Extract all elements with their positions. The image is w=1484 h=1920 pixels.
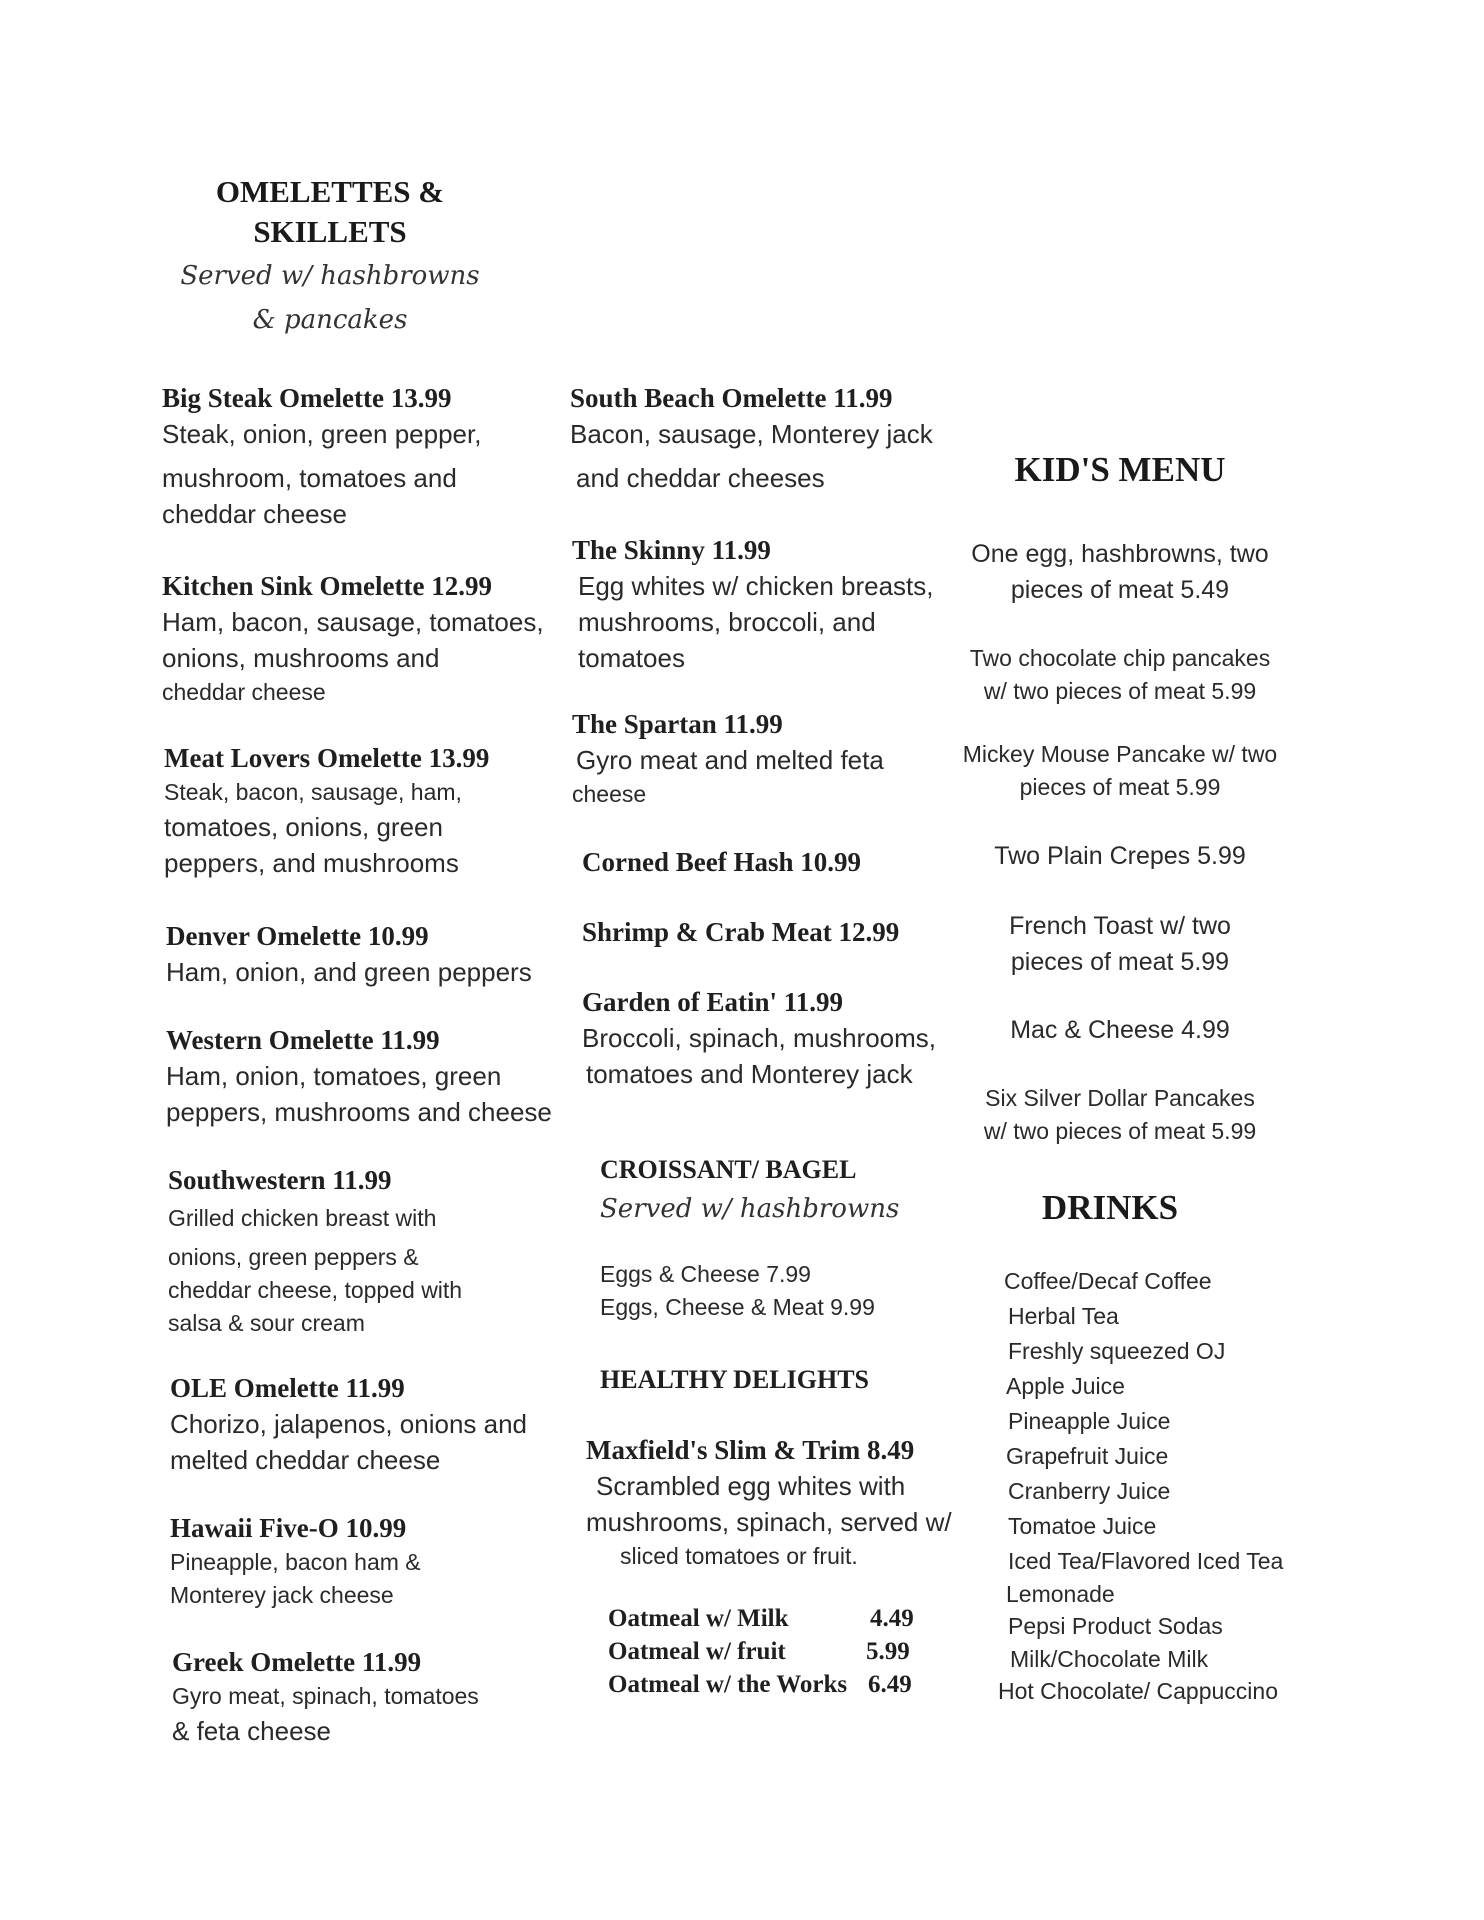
item-desc: mushroom, tomatoes and — [162, 463, 457, 493]
kids-menu-title: KID'S MENU — [1014, 450, 1226, 489]
menu-item-skinny — [572, 532, 934, 676]
croissant-note: Served w/ hashbrowns — [600, 1194, 900, 1224]
item-desc: tomatoes — [578, 643, 685, 673]
healthy-title: HEALTHY DELIGHTS — [600, 1365, 870, 1394]
item-desc: mushrooms, spinach, served w/ — [586, 1507, 952, 1537]
item-desc: Steak, onion, green pepper, — [162, 419, 482, 449]
item-desc: salsa & sour cream — [168, 1310, 365, 1336]
drinks-list — [998, 1264, 1284, 1709]
kids-item: pieces of meat 5.49 — [1010, 576, 1230, 604]
item-desc: Ham, bacon, sausage, tomatoes, — [162, 607, 544, 637]
item-name: Garden of Eatin' 11.99 — [582, 987, 844, 1017]
menu-item-hawaii — [170, 1510, 421, 1612]
oatmeal-price: 5.99 — [866, 1638, 910, 1665]
kids-item: Mickey Mouse Pancake w/ two — [962, 741, 1278, 767]
drink-item: Coffee/Decaf Coffee — [1004, 1268, 1212, 1294]
drink-item: Grapefruit Juice — [1006, 1443, 1169, 1469]
item-desc: cheese — [572, 781, 647, 807]
oatmeal-item — [608, 1668, 938, 1701]
item-name: Shrimp & Crab Meat 12.99 — [582, 917, 900, 947]
item-desc: Gyro meat, spinach, tomatoes — [172, 1683, 479, 1709]
omelettes-note-line1: Served w/ hashbrowns — [180, 261, 480, 291]
drink-item: Cranberry Juice — [1008, 1478, 1171, 1504]
oatmeal-name: Oatmeal w/ the Works — [608, 1671, 848, 1698]
croissant-item: Eggs, Cheese & Meat 9.99 — [600, 1294, 875, 1320]
item-name: Western Omelette 11.99 — [166, 1025, 440, 1055]
item-desc: cheddar cheese — [162, 499, 348, 529]
oatmeal-price: 6.49 — [868, 1671, 912, 1698]
item-desc: Pineapple, bacon ham & — [170, 1549, 421, 1575]
item-name: Big Steak Omelette 13.99 — [162, 383, 452, 413]
item-name: Denver Omelette 10.99 — [166, 921, 429, 951]
drink-item: Pineapple Juice — [1008, 1408, 1171, 1434]
drink-item: Lemonade — [1006, 1581, 1115, 1607]
kids-item: pieces of meat 5.99 — [1010, 948, 1230, 976]
item-desc: Ham, onion, tomatoes, green — [166, 1061, 502, 1091]
kids-item: One egg, hashbrowns, two — [971, 540, 1269, 568]
omelettes-note-line2: & pancakes — [252, 305, 408, 335]
menu-item-greek — [172, 1644, 479, 1749]
oatmeal-price: 4.49 — [870, 1605, 914, 1632]
item-desc: Chorizo, jalapenos, onions and — [170, 1409, 528, 1439]
item-desc: sliced tomatoes or fruit. — [620, 1543, 858, 1569]
kids-item: Two chocolate chip pancakes — [969, 645, 1271, 671]
item-name: Meat Lovers Omelette 13.99 — [164, 743, 490, 773]
item-desc: Bacon, sausage, Monterey jack — [570, 419, 933, 449]
item-desc: mushrooms, broccoli, and — [578, 607, 876, 637]
oatmeal-name: Oatmeal w/ fruit — [608, 1638, 786, 1665]
menu-item-big-steak — [162, 380, 481, 532]
item-desc: Scrambled egg whites with — [596, 1471, 906, 1501]
menu-item-ole — [170, 1370, 527, 1478]
croissant-title: CROISSANT/ BAGEL — [600, 1155, 857, 1184]
item-desc: Steak, bacon, sausage, ham, — [164, 779, 462, 805]
item-desc: & feta cheese — [172, 1716, 331, 1746]
item-desc: tomatoes and Monterey jack — [586, 1059, 913, 1089]
item-name: Hawaii Five-O 10.99 — [170, 1513, 407, 1543]
menu-item-kitchen-sink — [162, 568, 544, 709]
menu-item-spartan — [572, 706, 884, 811]
oatmeal-item — [608, 1635, 938, 1668]
drink-item: Herbal Tea — [1008, 1303, 1119, 1329]
menu-item-meat-lovers — [164, 740, 489, 881]
item-desc: cheddar cheese, topped with — [168, 1277, 463, 1303]
kids-item: French Toast w/ two — [1009, 912, 1231, 940]
omelettes-section-header — [160, 172, 500, 342]
item-desc: Monterey jack cheese — [170, 1582, 394, 1608]
item-desc: tomatoes, onions, green — [164, 812, 443, 842]
kids-item: Six Silver Dollar Pancakes — [985, 1085, 1255, 1111]
drink-item: Apple Juice — [1006, 1373, 1125, 1399]
omelettes-title-line1: OMELETTES & — [215, 174, 445, 209]
item-name: Maxfield's Slim & Trim 8.49 — [586, 1435, 915, 1465]
drink-item: Pepsi Product Sodas — [1008, 1613, 1223, 1639]
menu-item-slim-trim — [586, 1432, 966, 1573]
item-desc: Egg whites w/ chicken breasts, — [578, 571, 934, 601]
item-name: Southwestern 11.99 — [168, 1165, 392, 1195]
drinks-title: DRINKS — [1041, 1188, 1179, 1227]
drink-item: Iced Tea/Flavored Iced Tea — [1008, 1548, 1284, 1574]
drinks-title-wrap — [960, 1188, 1260, 1228]
oatmeal-name: Oatmeal w/ Milk — [608, 1605, 789, 1632]
item-desc: melted cheddar cheese — [170, 1445, 441, 1475]
croissant-section — [600, 1152, 899, 1324]
drink-item: Tomatoe Juice — [1008, 1513, 1157, 1539]
item-desc: Ham, onion, and green peppers — [166, 957, 532, 987]
item-name: South Beach Omelette 11.99 — [570, 383, 893, 413]
item-desc: Gyro meat and melted feta — [576, 745, 884, 775]
menu-item-corned-beef — [582, 844, 861, 880]
menu-item-southwestern — [168, 1162, 462, 1340]
item-name: Greek Omelette 11.99 — [172, 1647, 422, 1677]
kids-item: Mac & Cheese 4.99 — [1010, 1016, 1230, 1044]
menu-item-shrimp-crab — [582, 914, 899, 950]
croissant-item: Eggs & Cheese 7.99 — [600, 1261, 811, 1287]
kids-item: pieces of meat 5.99 — [1019, 774, 1221, 800]
item-name: OLE Omelette 11.99 — [170, 1373, 405, 1403]
item-name: Kitchen Sink Omelette 12.99 — [162, 571, 492, 601]
kids-item: Two Plain Crepes 5.99 — [994, 842, 1246, 870]
item-desc: Grilled chicken breast with — [168, 1205, 437, 1231]
kids-menu-section — [940, 450, 1300, 1148]
kids-item: w/ two pieces of meat 5.99 — [983, 1118, 1257, 1144]
item-desc: Broccoli, spinach, mushrooms, — [582, 1023, 937, 1053]
menu-item-denver — [166, 918, 532, 990]
oatmeal-item — [608, 1602, 938, 1635]
item-desc: peppers, and mushrooms — [164, 848, 459, 878]
item-name: The Spartan 11.99 — [572, 709, 783, 739]
drink-item: Hot Chocolate/ Cappuccino — [998, 1678, 1278, 1704]
item-desc: onions, green peppers & — [168, 1244, 419, 1270]
kids-item: w/ two pieces of meat 5.99 — [983, 678, 1257, 704]
item-name: The Skinny 11.99 — [572, 535, 771, 565]
item-desc: cheddar cheese — [162, 679, 326, 705]
item-desc: onions, mushrooms and — [162, 643, 440, 673]
oatmeal-list — [608, 1602, 938, 1701]
item-name: Corned Beef Hash 10.99 — [582, 847, 861, 877]
menu-item-garden — [582, 984, 936, 1092]
item-desc: and cheddar cheeses — [576, 463, 825, 493]
menu-item-western — [166, 1022, 552, 1130]
omelettes-title-line2: SKILLETS — [253, 214, 407, 249]
drink-item: Freshly squeezed OJ — [1008, 1338, 1226, 1364]
menu-item-south-beach — [570, 380, 933, 496]
drink-item: Milk/Chocolate Milk — [1010, 1646, 1209, 1672]
item-desc: peppers, mushrooms and cheese — [166, 1097, 552, 1127]
